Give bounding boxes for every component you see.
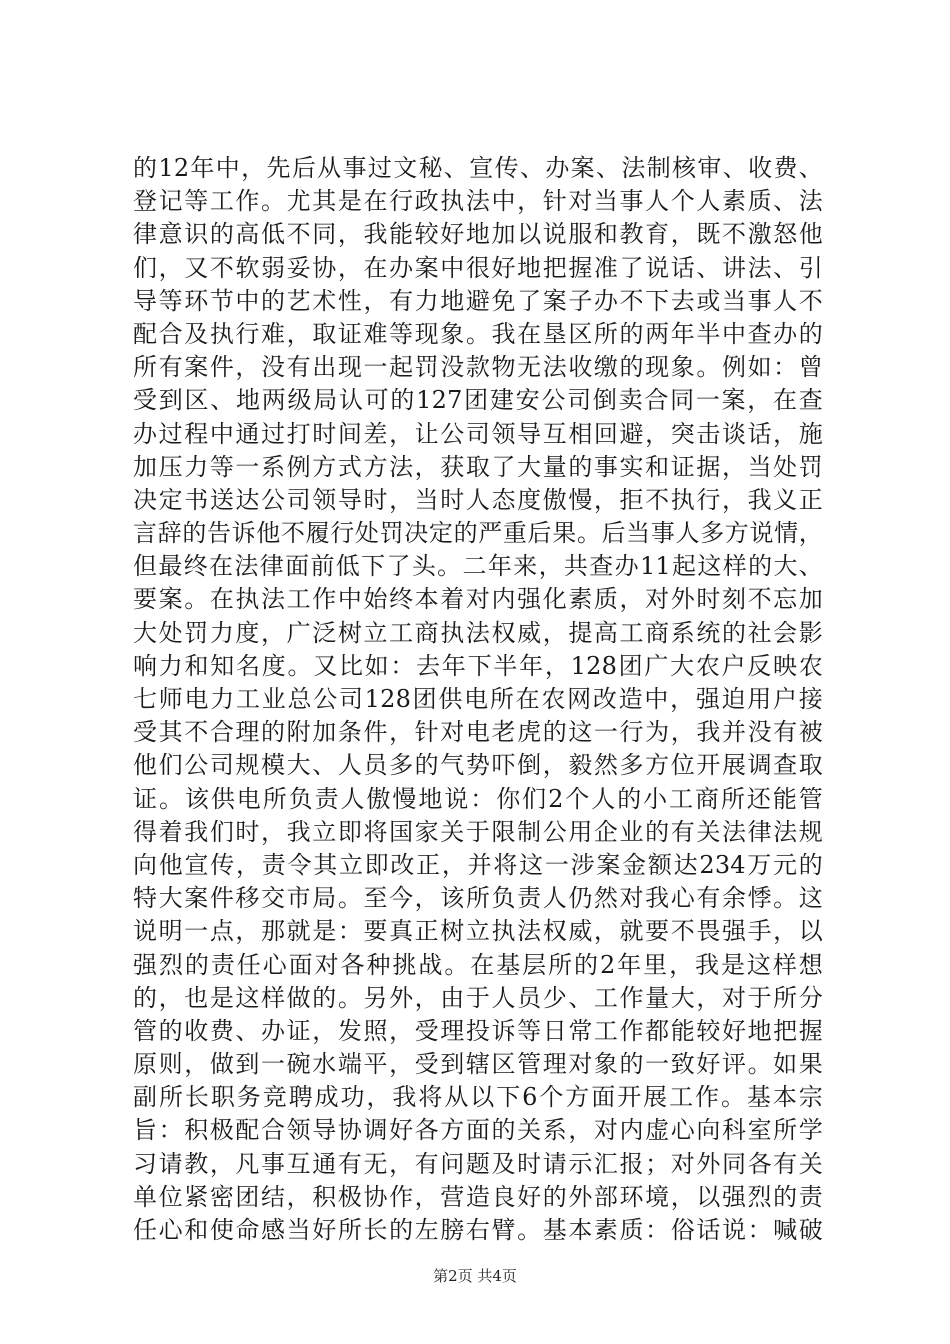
text-line: 办过程中通过打时间差，让公司领导互相回避，突击谈话，施 <box>133 419 823 448</box>
text-line: 旨：积极配合领导协调好各方面的关系，对内虚心向科室所学 <box>133 1116 823 1145</box>
text-line: 决定书送达公司领导时，当时人态度傲慢，拒不执行，我义正 <box>133 485 823 514</box>
text-line: 向他宣传，责令其立即改正，并将这一涉案金额达234万元的 <box>133 850 823 879</box>
text-line: 所有案件，没有出现一起罚没款物无法收缴的现象。例如：曾 <box>133 353 823 382</box>
text-line: 得着我们时，我立即将国家关于限制公用企业的有关法律法规 <box>133 817 823 846</box>
text-line: 原则，做到一碗水端平，受到辖区管理对象的一致好评。如果 <box>133 1050 823 1079</box>
text-line: 登记等工作。尤其是在行政执法中，针对当事人个人素质、法 <box>133 187 823 216</box>
text-line: 受其不合理的附加条件，针对电老虎的这一行为，我并没有被 <box>133 718 823 747</box>
text-line: 受到区、地两级局认可的127团建安公司倒卖合同一案，在查 <box>133 386 823 415</box>
text-line: 配合及执行难，取证难等现象。我在垦区所的两年半中查办的 <box>133 319 823 348</box>
text-line: 七师电力工业总公司128团供电所在农网改造中，强迫用户接 <box>133 685 823 713</box>
text-line: 响力和知名度。又比如：去年下半年，128团广大农户反映农 <box>133 651 823 680</box>
text-line: 言辞的告诉他不履行处罚决定的严重后果。后当事人多方说情， <box>133 519 823 548</box>
text-line: 强烈的责任心面对各种挑战。在基层所的2年里，我是这样想 <box>133 950 823 979</box>
text-line: 说明一点，那就是：要真正树立执法权威，就要不畏强手，以 <box>133 917 823 946</box>
text-line: 但最终在法律面前低下了头。二年来，共查办11起这样的大、 <box>133 552 823 581</box>
body-text <box>133 152 823 1247</box>
text-line: 加压力等一系例方式方法，获取了大量的事实和证据，当处罚 <box>133 452 823 481</box>
text-line: 副所长职务竞聘成功，我将从以下6个方面开展工作。基本宗 <box>133 1083 823 1112</box>
text-line: 要案。在执法工作中始终本着对内强化素质，对外时刻不忘加 <box>133 585 823 614</box>
text-line: 习请教，凡事互通有无，有问题及时请示汇报；对外同各有关 <box>133 1149 823 1178</box>
text-line: 律意识的高低不同，我能较好地加以说服和教育，既不激怒他 <box>133 220 823 249</box>
text-line: 们，又不软弱妥协，在办案中很好地把握准了说话、讲法、引 <box>133 253 823 282</box>
text-line: 管的收费、办证，发照，受理投诉等日常工作都能较好地把握 <box>133 1016 823 1045</box>
text-line: 证。该供电所负责人傲慢地说：你们2个人的小工商所还能管 <box>133 784 823 813</box>
text-line: 大处罚力度，广泛树立工商执法权威，提高工商系统的社会影 <box>133 618 823 647</box>
text-line: 任心和使命感当好所长的左膀右臂。基本素质：俗话说：喊破 <box>133 1216 823 1244</box>
text-line: 特大案件移交市局。至今，该所负责人仍然对我心有余悸。这 <box>133 884 823 913</box>
text-line: 单位紧密团结，积极协作，营造良好的外部环境，以强烈的责 <box>133 1182 823 1211</box>
text-line: 的，也是这样做的。另外，由于人员少、工作量大，对于所分 <box>133 983 823 1012</box>
text-line: 他们公司规模大、人员多的气势吓倒，毅然多方位开展调查取 <box>133 751 823 780</box>
page-footer: 第2页 共4页 <box>433 1267 517 1285</box>
text-line: 的12年中，先后从事过文秘、宣传、办案、法制核审、收费、 <box>133 154 823 182</box>
text-line: 导等环节中的艺术性，有力地避免了案子办不下去或当事人不 <box>133 286 823 315</box>
